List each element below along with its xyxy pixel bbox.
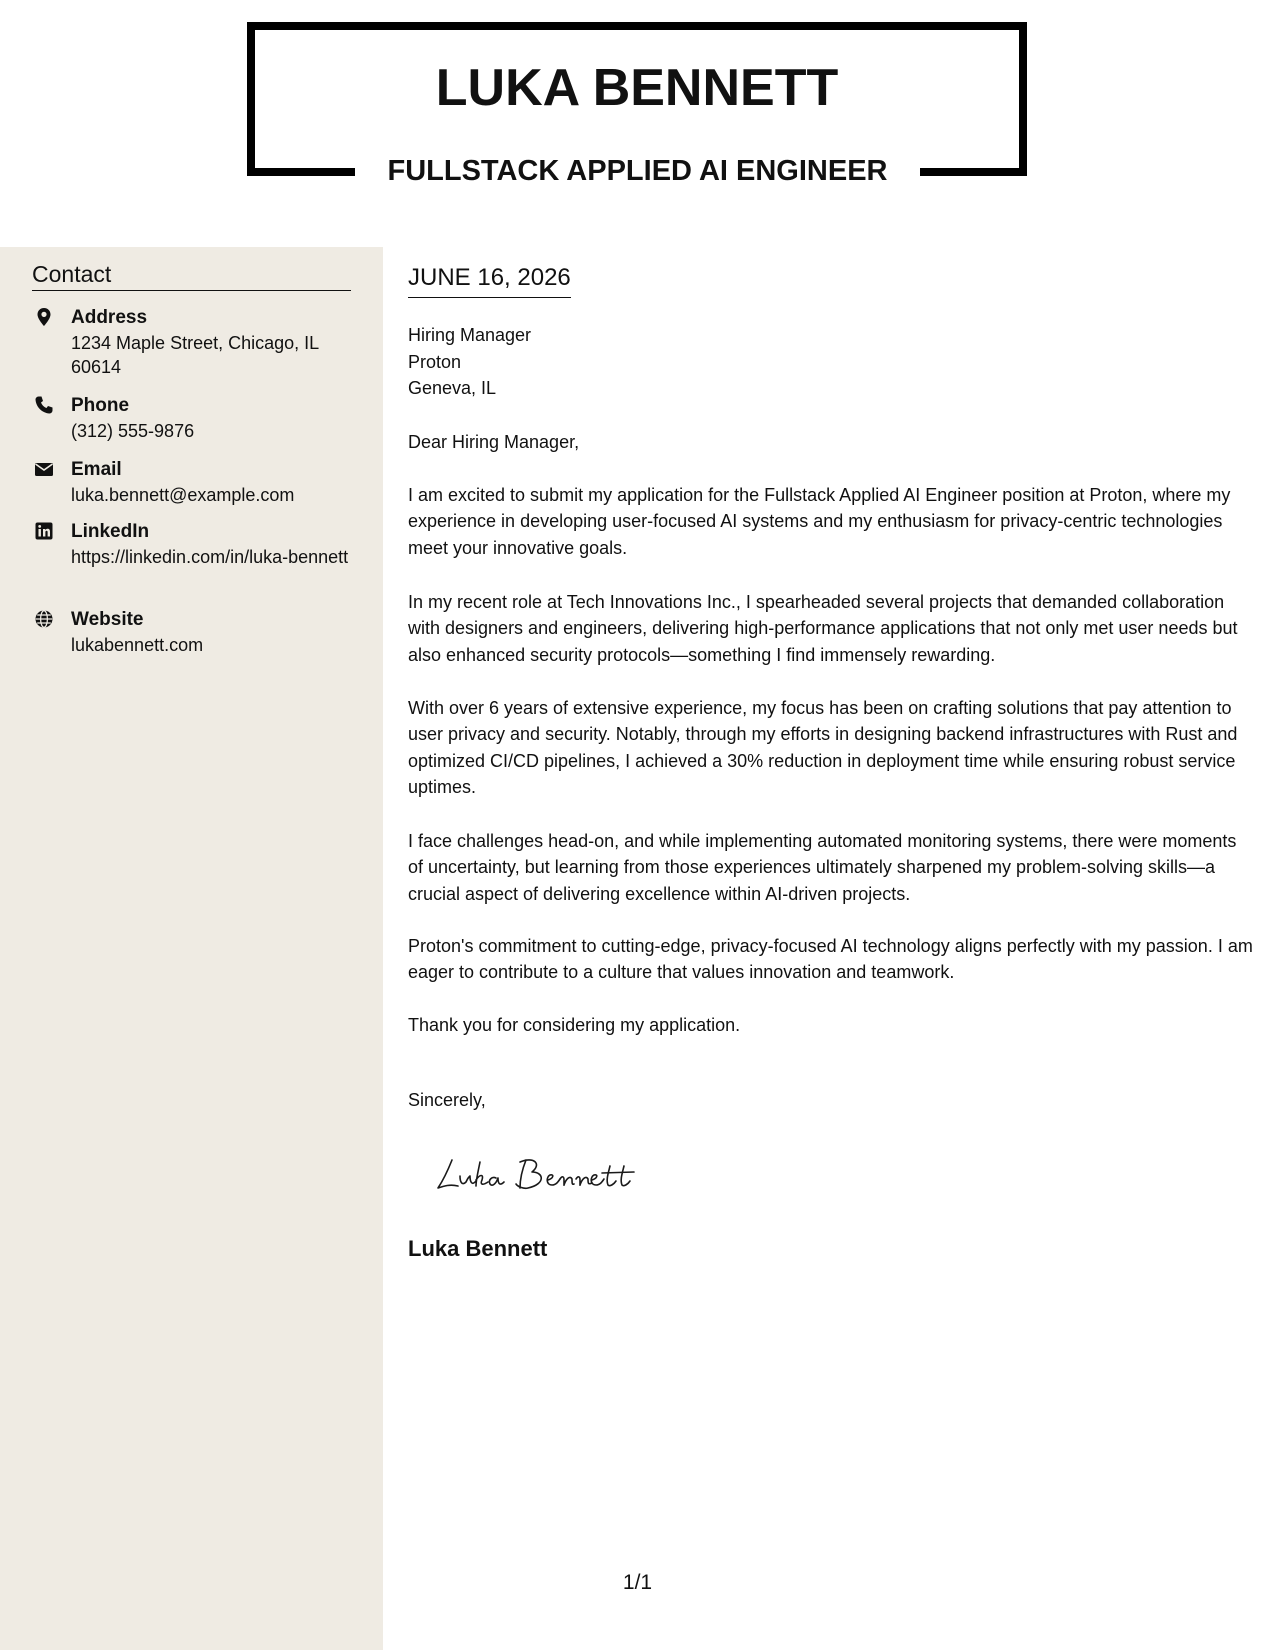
recipient-line: Geneva, IL bbox=[408, 378, 497, 398]
letter-date: JUNE 16, 2026 bbox=[408, 265, 571, 298]
letter-paragraph: Thank you for considering my application. bbox=[408, 1015, 741, 1035]
signer-name: Luka Bennett bbox=[408, 1236, 548, 1261]
phone-icon bbox=[34, 395, 54, 415]
letter-paragraph: In my recent role at Tech Innovations Inc., I spearheaded several projects that demanded collaboration with designers and engineers, delivering high-performance applications that not only met user needs but also enhanced security protocols—something I find immensely rewarding. bbox=[408, 592, 1238, 665]
contact-sidebar bbox=[0, 247, 383, 1650]
contact-value: 1234 Maple Street, Chicago, IL 60614 bbox=[71, 333, 319, 377]
contact-value: luka.bennett@example.com bbox=[71, 485, 295, 505]
contact-label: LinkedIn bbox=[71, 521, 150, 542]
closing: Sincerely, bbox=[408, 1090, 486, 1110]
signature-image bbox=[430, 1148, 650, 1198]
contact-heading: Contact bbox=[32, 262, 351, 291]
applicant-name: LUKA BENNETT bbox=[435, 59, 839, 117]
letter-paragraph: I face challenges head-on, and while implementing automated monitoring systems, there were moments of uncertainty, but learning from those experiences ultimately sharpened my problem-solving skills—a crucial aspect of delivering excellence within AI-driven projects. bbox=[408, 831, 1237, 904]
letter-paragraph: I am excited to submit my application for the Fullstack Applied AI Engineer position at Proton, where my experience in developing user-focused AI systems and my enthusiasm for privacy-centric technologies meet your innovative goals. bbox=[408, 485, 1231, 558]
letter-paragraph: With over 6 years of extensive experience, my focus has been on crafting solutions that pay attention to user privacy and security. Notably, through my efforts in designing backend infrastructures with Rust and optimized CI/CD pipelines, I achieved a 30% reduction in deployment time while ensuring robust service uptimes. bbox=[408, 698, 1238, 797]
header-frame-bottom-right bbox=[920, 168, 1027, 176]
greeting: Dear Hiring Manager, bbox=[408, 432, 580, 452]
envelope-icon bbox=[34, 459, 54, 479]
letter-paragraph: Proton's commitment to cutting-edge, privacy-focused AI technology aligns perfectly with my passion. I am eager to contribute to a culture that values innovation and teamwork. bbox=[408, 936, 1253, 983]
contact-label: Email bbox=[71, 459, 122, 480]
recipient-line: Hiring Manager bbox=[408, 325, 532, 345]
contact-value: https://linkedin.com/in/luka-bennett bbox=[71, 547, 349, 567]
contact-label: Phone bbox=[71, 395, 130, 416]
page-number: 1/1 bbox=[622, 1571, 653, 1594]
contact-label: Website bbox=[71, 609, 144, 630]
contact-value: (312) 555-9876 bbox=[71, 421, 195, 441]
recipient-block bbox=[408, 322, 531, 402]
contact-label: Address bbox=[71, 307, 148, 328]
recipient-line: Proton bbox=[408, 351, 462, 372]
contact-value: lukabennett.com bbox=[71, 635, 204, 655]
job-title: FULLSTACK APPLIED AI ENGINEER bbox=[360, 157, 915, 186]
globe-icon bbox=[34, 609, 54, 629]
header-frame-bottom-left bbox=[247, 168, 355, 176]
map-pin-icon bbox=[34, 307, 54, 327]
linkedin-icon bbox=[34, 521, 54, 541]
